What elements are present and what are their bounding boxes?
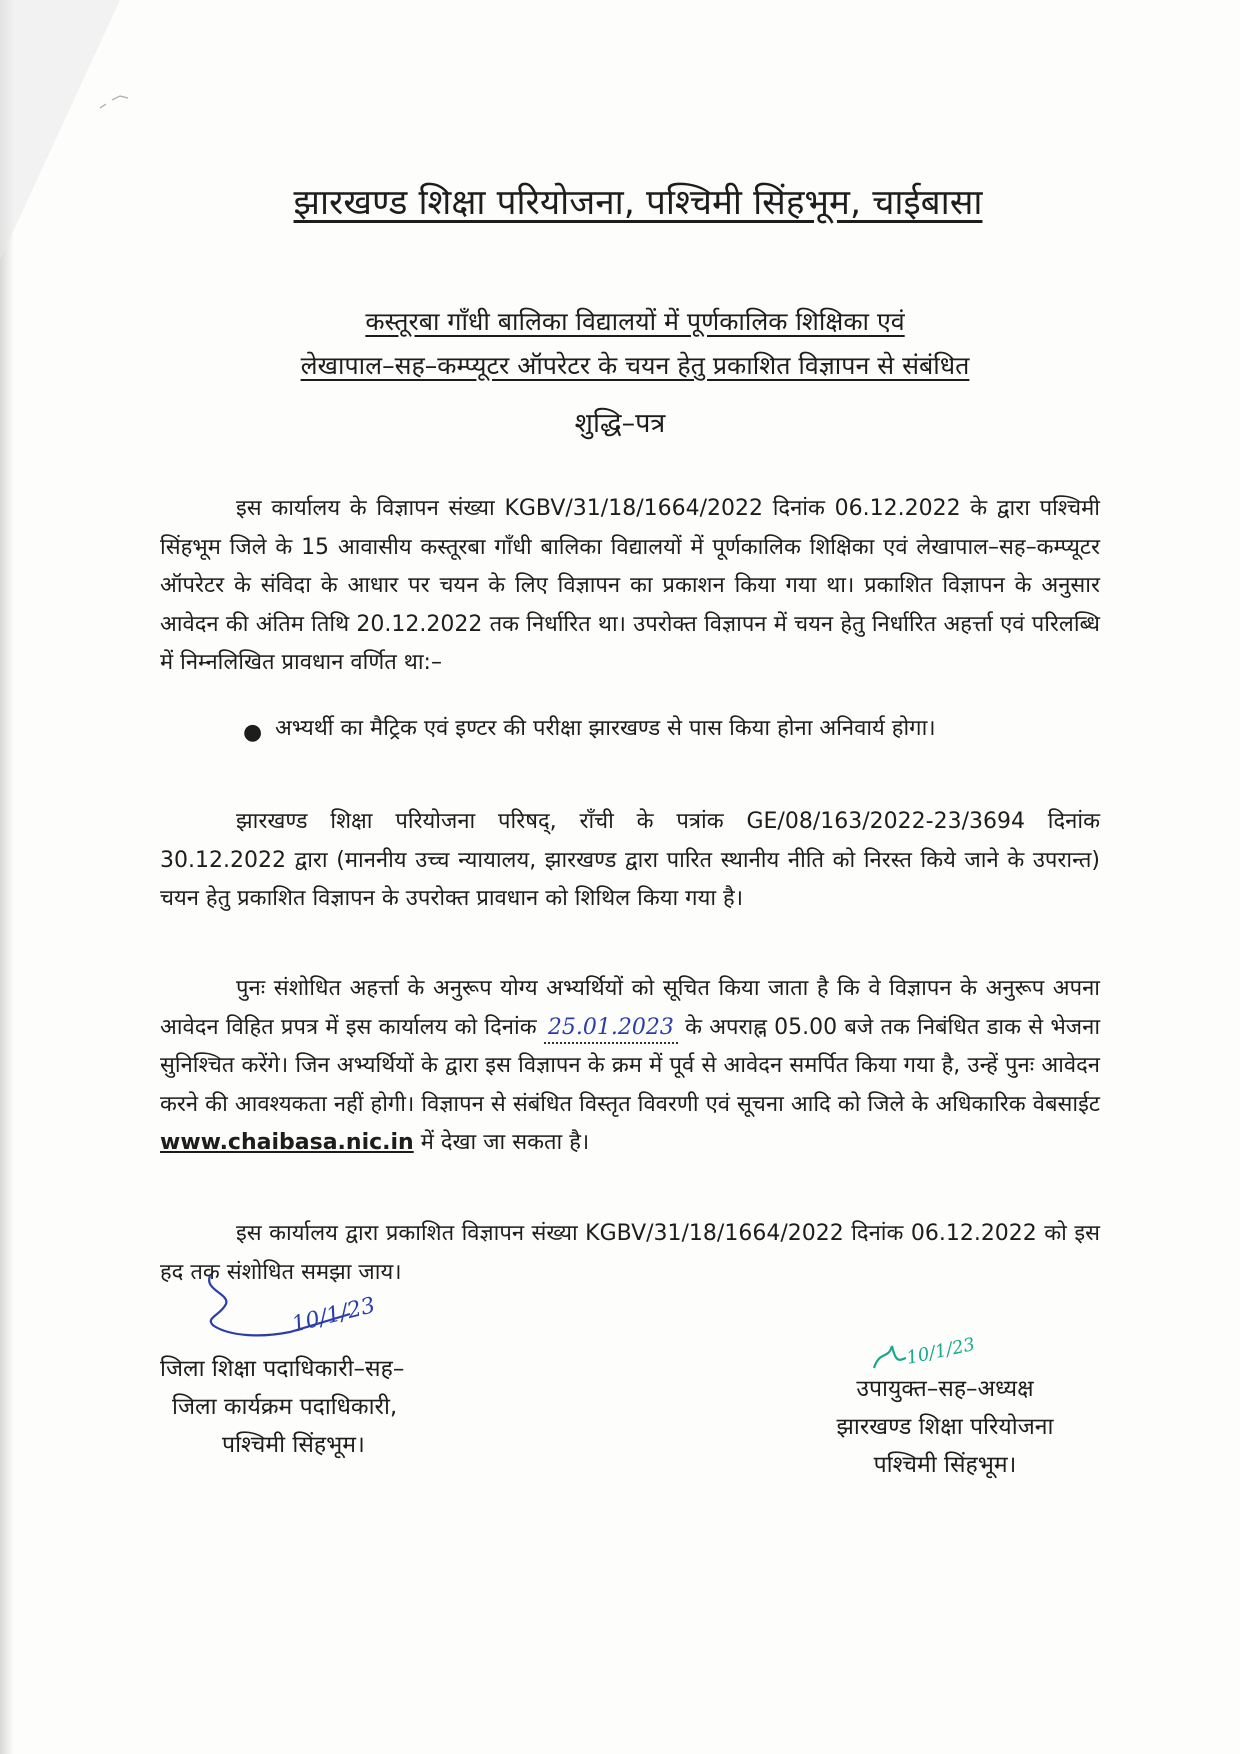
left-signatory-line-2: जिला कार्यक्रम पदाधिकारी, (172, 1394, 398, 1420)
paragraph-3-text-b: के अपराह्न 05.00 बजे तक निबंधित डाक से भेजना सुनिश्चित करेंगे। जिन अभ्यर्थियों के द्वारा इस विज्ञापन के क्रम में पूर्व से आवेदन समर्पित किया गया है, उन्हें पुनः आवेदन करने की आवश्यकता नहीं होगी। विज्ञापन से संबंधित विस्तृत विवरणी एवं सूचना आदि को जिले के अधिकारिक वेबसाईट (160, 1014, 1101, 1117)
paragraph-1 (160, 490, 1100, 683)
right-signatory-block (780, 1370, 1110, 1484)
scan-folded-corner (0, 0, 120, 260)
left-signatory-line-1: जिला शिक्षा पदाधिकारी–सह– (160, 1356, 405, 1382)
paragraph-2 (160, 803, 1100, 919)
bullet-item-text: अभ्यर्थी का मैट्रिक एवं इण्टर की परीक्षा झारखण्ड से पास किया होना अनिवार्य होगा। (275, 716, 936, 741)
paragraph-1-text: इस कार्यालय के विज्ञापन संख्या KGBV/31/18/1664/2022 दिनांक 06.12.2022 के द्वारा पश्चिमी सिंहभूम जिले के 15 आवासीय कस्तूरबा गाँधी बालिका विद्यालयों में पूर्णकालिक शिक्षिका एवं लेखापाल–सह–कम्प्यूटर ऑपरेटर के संविदा के आधार पर चयन के लिए विज्ञापन का प्रकाशन किया गया था। प्रकाशित विज्ञापन के अनुसार आवेदन की अंतिम तिथि 20.12.2022 तक निर्धारित था। उपरोक्त विज्ञापन में चयन हेतु निर्धारित अहर्त्ता एवं परिलब्धि में निम्नलिखित प्रावधान वर्णित था:– (160, 496, 1100, 675)
paragraph-3-text-c: में देखा जा सकता है। (420, 1130, 590, 1155)
office-heading: झारखण्ड शिक्षा परियोजना, पश्चिमी सिंहभूम, चाईबासा (293, 183, 983, 223)
subject-line-2: लेखापाल–सह–कम्प्यूटर ऑपरेटर के चयन हेतु प्रकाशित विज्ञापन से संबंधित (300, 351, 970, 380)
left-signature-date: 10/1/23 (289, 1293, 378, 1338)
left-signatory-block (160, 1350, 520, 1464)
paragraph-4-text: इस कार्यालय द्वारा प्रकाशित विज्ञापन संख्या KGBV/31/18/1664/2022 दिनांक 06.12.2022 को इस हद तक संशोधित समझा जाय। (160, 1221, 1100, 1285)
paragraph-2-text: झारखण्ड शिक्षा परियोजना परिषद्, राँची के पत्रांक GE/08/163/2022-23/3694 दिनांक 30.12.2022 द्वारा (माननीय उच्च न्यायालय, झारखण्ड द्वारा पारित स्थानीय नीति को निरस्त किये जाने के उपरान्त) चयन हेतु प्रकाशित विज्ञापन के उपरोक्त प्रावधान को शिथिल किया गया है। (160, 809, 1100, 911)
subject-block (180, 300, 1090, 388)
handwritten-date: 25.01.2023 (544, 1014, 678, 1044)
paragraph-3 (160, 970, 1100, 1163)
website-link[interactable]: www.chaibasa.nic.in (160, 1130, 414, 1155)
document-type-title: शुद्धि–पत्र (574, 408, 666, 439)
subject-line-1: कस्तूरबा गाँधी बालिका विद्यालयों में पूर्णकालिक शिक्षिका एवं (365, 307, 905, 336)
right-signature-date: 10/1/23 (904, 1333, 977, 1369)
bullet-dot-icon: ● (243, 720, 263, 745)
paragraph-3-text-a: पुनः संशोधित अहर्त्ता के अनुरूप योग्य अभ्यर्थियों को सूचित किया जाता है कि वे विज्ञापन के अनुरूप अपना आवेदन विहित प्रपत्र में इस कार्यालय को दिनांक (160, 976, 1100, 1040)
right-signatory-line-1: उपायुक्त–सह–अध्यक्ष (856, 1376, 1034, 1402)
left-signatory-line-3: पश्चिमी सिंहभूम। (222, 1432, 365, 1458)
right-signatory-line-3: पश्चिमी सिंहभूम। (873, 1452, 1017, 1478)
scan-shadow-edge (0, 0, 14, 1754)
bullet-item (243, 710, 1097, 749)
scan-speck-mark (98, 86, 138, 116)
right-signatory-line-2: झारखण्ड शिक्षा परियोजना (836, 1414, 1054, 1440)
